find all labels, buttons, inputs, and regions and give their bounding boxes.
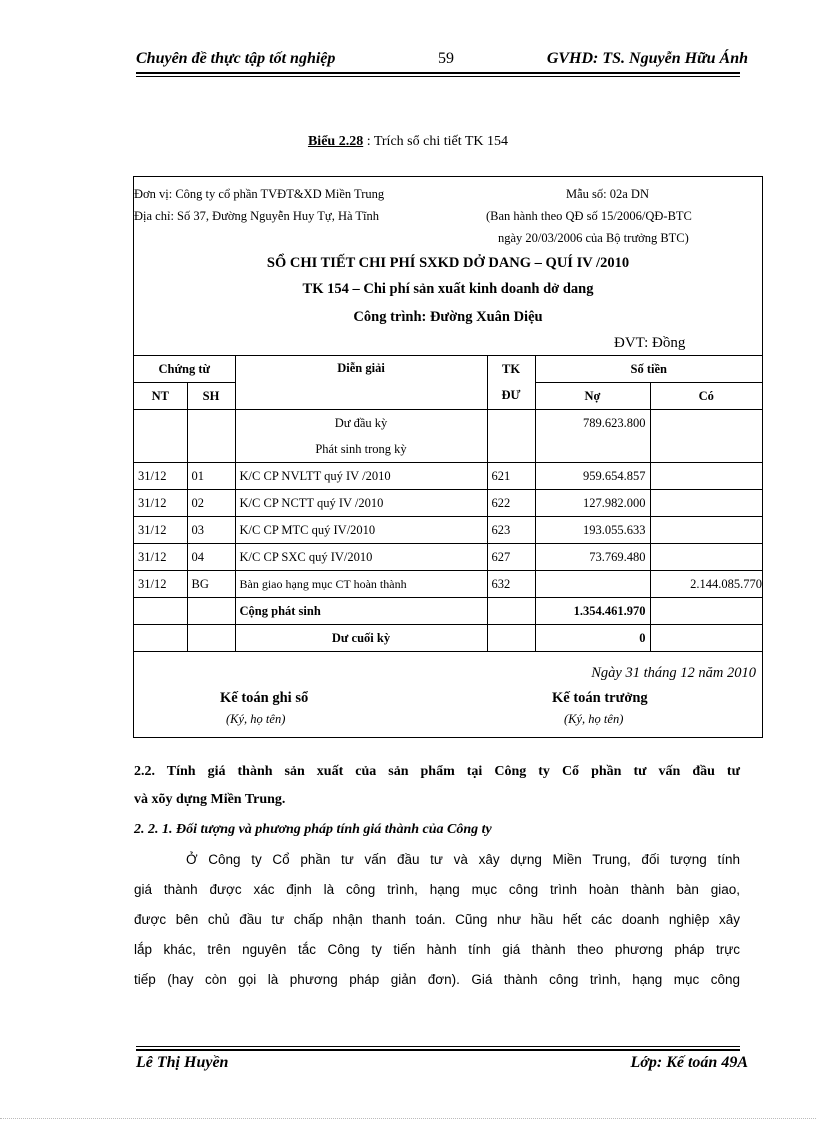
table-row: 31/12 04 K/C CP SXC quý IV/2010 627 73.769.480 [134, 544, 762, 571]
figure-caption [0, 134, 816, 150]
body-line-3: được bên chủ đầu tư chấp nhận thanh toán. Cũng như hầu hết các doanh nghiệp xây [134, 912, 740, 927]
closing-label: Dư cuối kỳ [235, 625, 487, 652]
signoff-left-note: (Ký, họ tên) [226, 712, 286, 726]
opening-label: Dư đầu kỳ [235, 410, 487, 437]
footer-class: Lớp: Kế toán 49A [630, 1054, 748, 1071]
col-sh: SH [187, 383, 235, 410]
page-edge-divider [0, 1118, 816, 1119]
table-row-total [134, 598, 762, 625]
section-heading-line-1: 2.2. Tính giá thành sản xuất của sản phẩm tại Công ty Cổ phần tư vấn đầu tư [134, 764, 740, 779]
form-number: Mẫu số: 02a DN [566, 187, 649, 201]
closing-value: 0 [535, 625, 650, 652]
ledger-form [133, 176, 763, 738]
signoff-date: Ngày 31 tháng 12 năm 2010 [591, 665, 756, 681]
header-rule-thin [136, 76, 740, 77]
footer-author: Lê Thị Huyền [136, 1054, 229, 1071]
caption-label: Biểu 2.28 [307, 134, 364, 149]
total-value: 1.354.461.970 [535, 598, 650, 625]
table-row: 31/12 01 K/C CP NVLTT quý IV /2010 621 959.654.857 [134, 463, 762, 490]
footer-rule-thin [136, 1046, 740, 1047]
col-tk-du: ĐƯ [487, 383, 535, 410]
subsection-heading: 2. 2. 1. Đối tượng và phương pháp tính giá thành của Công ty [134, 822, 492, 837]
col-description: Diễn giải [235, 356, 487, 410]
signoff-right-title: Kế toán trưởng [552, 690, 648, 706]
ledger-subtitle: TK 154 – Chi phí sản xuất kinh doanh dở dang [302, 281, 594, 297]
in-period-label: Phát sinh trong kỳ [235, 436, 487, 463]
col-nt: NT [134, 383, 187, 410]
decree-line-2: ngày 20/03/2006 của Bộ trưởng BTC) [498, 231, 689, 245]
body-line-5: tiếp (hay còn gọi là phương pháp giản đơn). Giá thành công trình, hạng mục công [134, 972, 740, 987]
unit-line: Đơn vị: Công ty cổ phần TVĐT&XD Miền Trung [134, 187, 385, 201]
col-debit: Nợ [535, 383, 650, 410]
table-row: 31/12 BG Bàn giao hạng mục CT hoàn thành 632 2.144.085.770 [134, 571, 762, 598]
signoff-right-note: (Ký, họ tên) [564, 712, 624, 726]
body-line-1: Ở Công ty Cổ phần tư vấn đầu tư và xây dựng Miền Trung, đối tượng tính [186, 852, 740, 867]
table-row-closing [134, 625, 762, 652]
decree-line-1: (Ban hành theo QĐ số 15/2006/QĐ-BTC [486, 209, 692, 223]
project-name: Công trình: Đường Xuân Diệu [353, 309, 543, 325]
total-label: Cộng phát sinh [235, 598, 487, 625]
body-line-2: giá thành được xác định là công trình, hạng mục công trình hoàn thành bàn giao, [134, 882, 740, 897]
table-row-opening [134, 410, 762, 437]
table-row: 31/12 02 K/C CP NCTT quý IV /2010 622 127.982.000 [134, 490, 762, 517]
page-footer [136, 1054, 748, 1072]
header-supervisor: GVHD: TS. Nguyễn Hữu Ánh [546, 50, 748, 67]
ledger-title: SỔ CHI TIẾT CHI PHÍ SXKD DỞ DANG – QUÍ IV /2010 [266, 255, 630, 271]
body-line-4: lắp khác, trên nguyên tắc Công ty tiến hành tính giá thành theo phương pháp trực [134, 942, 740, 957]
signoff-left-title: Kế toán ghi sổ [220, 690, 309, 706]
section-heading-line-2: và xõy dựng Miền Trung. [134, 792, 286, 807]
ledger-table [134, 355, 762, 652]
page-number: 59 [438, 50, 454, 67]
col-tk: TK [487, 356, 535, 383]
opening-value: 789.623.800 [535, 410, 650, 437]
caption-text: : Trích sổ chi tiết TK 154 [363, 134, 509, 149]
footer-rule-thick [136, 1049, 740, 1051]
col-credit: Có [650, 383, 762, 410]
address-line: Địa chỉ: Số 37, Đường Nguyễn Huy Tự, Hà Tĩnh [134, 209, 380, 223]
currency-unit: ĐVT: Đồng [614, 335, 686, 351]
col-voucher: Chứng từ [134, 356, 235, 383]
table-row: 31/12 03 K/C CP MTC quý IV/2010 623 193.055.633 [134, 517, 762, 544]
header-rule-thick [136, 72, 740, 74]
page-header [136, 46, 748, 72]
header-title: Chuyên đề thực tập tốt nghiệp [136, 50, 336, 67]
col-amount: Số tiền [535, 356, 762, 383]
